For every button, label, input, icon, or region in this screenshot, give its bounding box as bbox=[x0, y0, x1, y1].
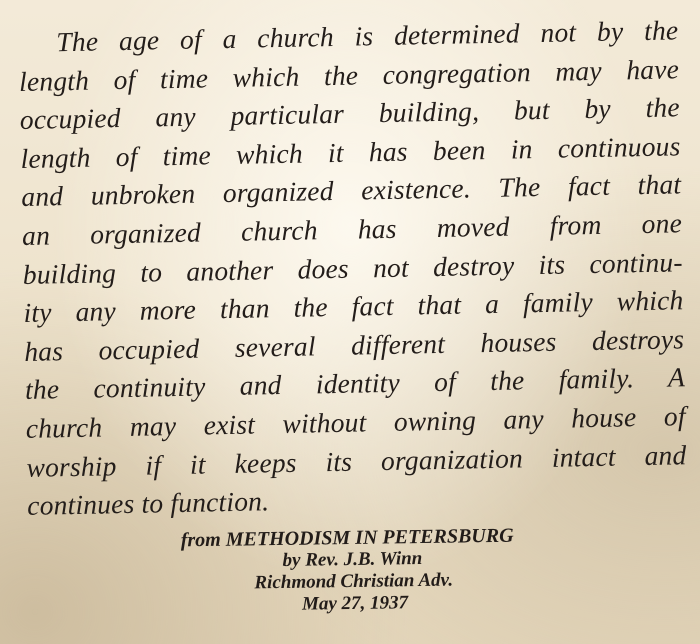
citation-date: May 27, 1937 bbox=[301, 592, 409, 615]
quote-line: an organized church has moved from one bbox=[21, 207, 683, 251]
citation-source: from METHODISM IN PETERSBURG bbox=[180, 524, 514, 552]
quote-line: has occupied several different houses destroys bbox=[23, 323, 685, 367]
quote-line: ity any more than the fact that a family which bbox=[23, 284, 684, 329]
quote-line: and unbroken organized existence. The fact that bbox=[21, 168, 682, 213]
quote-line: The age of a church is determined not by the bbox=[56, 14, 679, 58]
citation bbox=[0, 522, 700, 620]
quote-paragraph bbox=[18, 11, 688, 525]
quote-line: occupied any particular building, but by the bbox=[19, 91, 681, 136]
quote-line: worship if it keeps its organization intact and bbox=[26, 438, 687, 483]
citation-author: by Rev. J.B. Winn bbox=[282, 547, 423, 571]
quote-line: length of time which the congregation may have bbox=[18, 52, 680, 97]
quote-line: church may exist without owning any house of bbox=[25, 400, 686, 444]
quote-line: continues to function. bbox=[26, 485, 270, 522]
quote-line: building to another does not destroy its continu- bbox=[22, 245, 683, 290]
quote-line: length of time which it has been in continuous bbox=[20, 130, 681, 174]
quote-line: the continuity and identity of the family. A bbox=[24, 361, 686, 406]
citation-publication: Richmond Christian Adv. bbox=[254, 569, 454, 594]
